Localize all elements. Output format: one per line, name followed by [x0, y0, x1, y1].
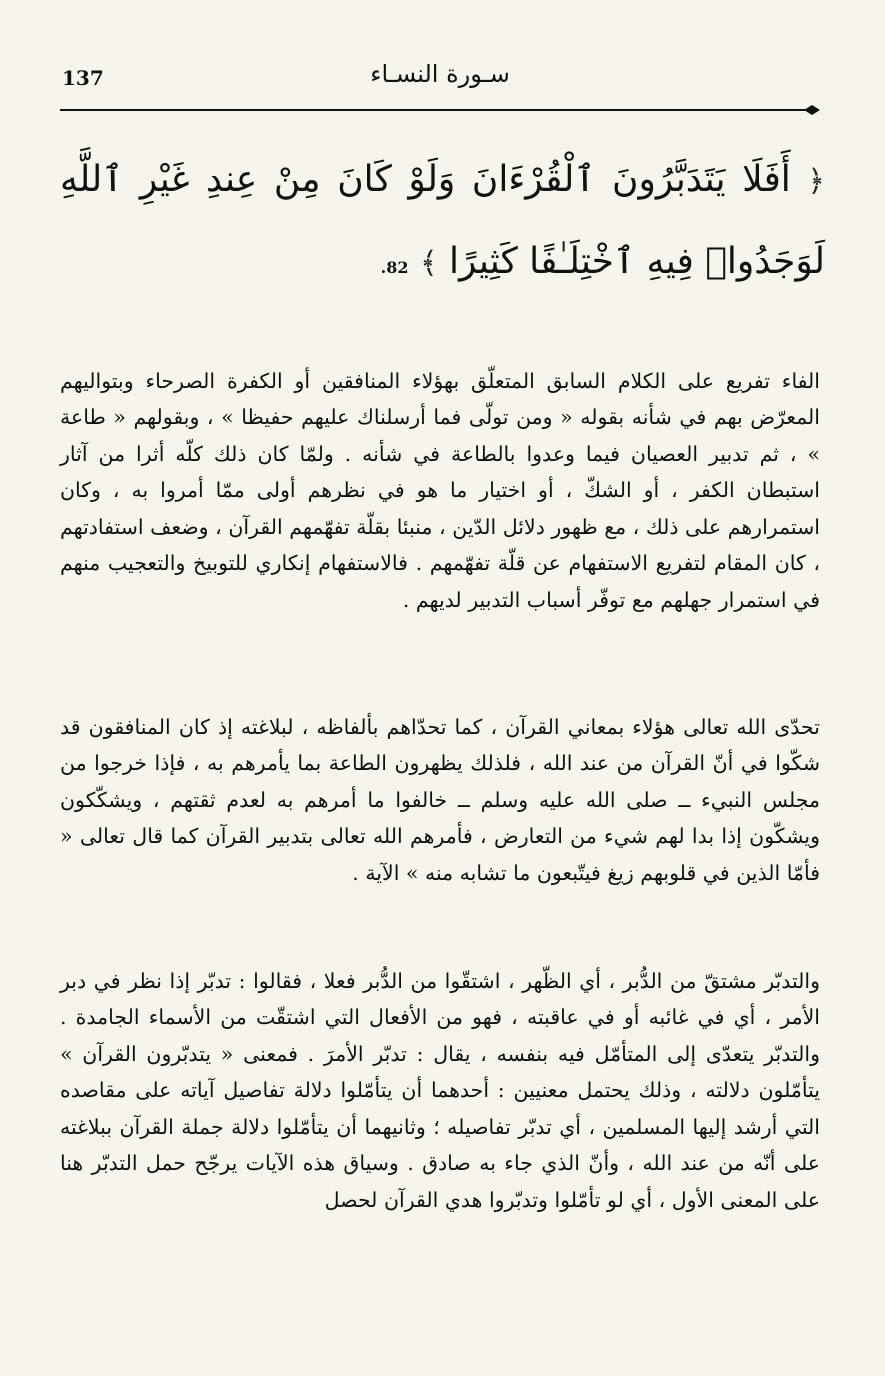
commentary-paragraph: الفاء تفريع على الكلام السابق المتعلّق بهؤلاء المنافقين أو الكفرة الصرحاء وبتواليهم المعرّض بهم في شأنه بقوله « ومن تولّى فما أرسلناك عليهم حفيظا » ، وبقولهم « طاعة » ، ثم تدبير العصيان فيما وعدوا بالطاعة في شأنه . ولمّا كان ذلك كلّه أثرا من آثار استبطان الكفر ، أو الشكّ ، أو اختيار ما هو في نظرهم أولى ممّا أمروا به ، وكان استمرارهم على ذلك ، مع ظهور دلائل الدّين ، منبئا بقلّة تفهّمهم القرآن ، وضعف استفادتهم ، كان المقام لتفريع الاستفهام عن قلّة تفهّمهم . فالاستفهام إنكاري للتوبيخ والتعجيب منهم في استمرار جهلهم مع توفّر أسباب التدبير لديهم .	[60, 368, 820, 612]
header-divider	[60, 103, 820, 117]
quran-verse	[60, 140, 825, 308]
page-number: 137	[62, 66, 104, 90]
verse-open-ornament: ﴿	[807, 164, 825, 199]
verse-close-ornament: ﴾	[419, 246, 438, 281]
commentary-paragraph: والتدبّر مشتقّ من الدُّبر ، أي الظّهر ، اشتقّوا من الدُّبر فعلا ، فقالوا : تدبّر إذا نظر في دبر الأمر ، أي في غائبه أو في عاقبته ، فهو من الأفعال التي اشتقّت من الأسماء الجامدة . والتدبّر يتعدّى إلى المتأمّل فيه بنفسه ، يقال : تدبّر الأمرَ . فمعنى « يتدبّرون القرآن » يتأمّلون دلالته ، وذلك يحتمل معنيين : أحدهما أن يتأمّلوا دلالة تفاصيل آياته على مقاصده التي أرشد إليها المسلمين ، أي تدبّر تفاصيله ؛ وثانيهما أن يتأمّلوا دلالة جملة القرآن ببلاغته على أنّه من عند الله ، وأنّ الذي جاء به صادق . وسياق هذه الآيات يرجّح حمل التدبّر هنا على المعنى الأول ، أي لو تأمّلوا وتدبّروا هدي القرآن لحصل	[60, 968, 820, 1212]
surah-title: سـورة النسـاء	[370, 60, 510, 88]
verse-text: أَفَلَا يَتَدَبَّرُونَ ٱلْقُرْءَانَ وَلَوْ كَانَ مِنْ عِندِ غَيْرِ ٱللَّهِ لَوَجَدُوا۟ فِيهِ ٱخْتِلَـٰفًا كَثِيرًا	[60, 159, 825, 282]
verse-number: 82.	[380, 258, 409, 277]
commentary-paragraph: تحدّى الله تعالى هؤلاء بمعاني القرآن ، كما تحدّاهم بألفاظه ، لبلاغته إذ كان المنافقون قد شكّوا في أنّ القرآن من عند الله ، فلذلك يظهرون الطاعة بما يأمرهم به ، فإذا خرجوا من مجلس النبيء ــ صلى الله عليه وسلم ــ خالفوا ما أمرهم به لعدم ثقتهم ، ويشكّكون ويشكّون إذا بدا لهم شيء من التعارض ، فأمرهم الله تعالى بتدبير القرآن كما قال تعالى « فأمّا الذين في قلوبهم زيغ فيتّبعون ما تشابه منه » الآية .	[60, 714, 820, 885]
